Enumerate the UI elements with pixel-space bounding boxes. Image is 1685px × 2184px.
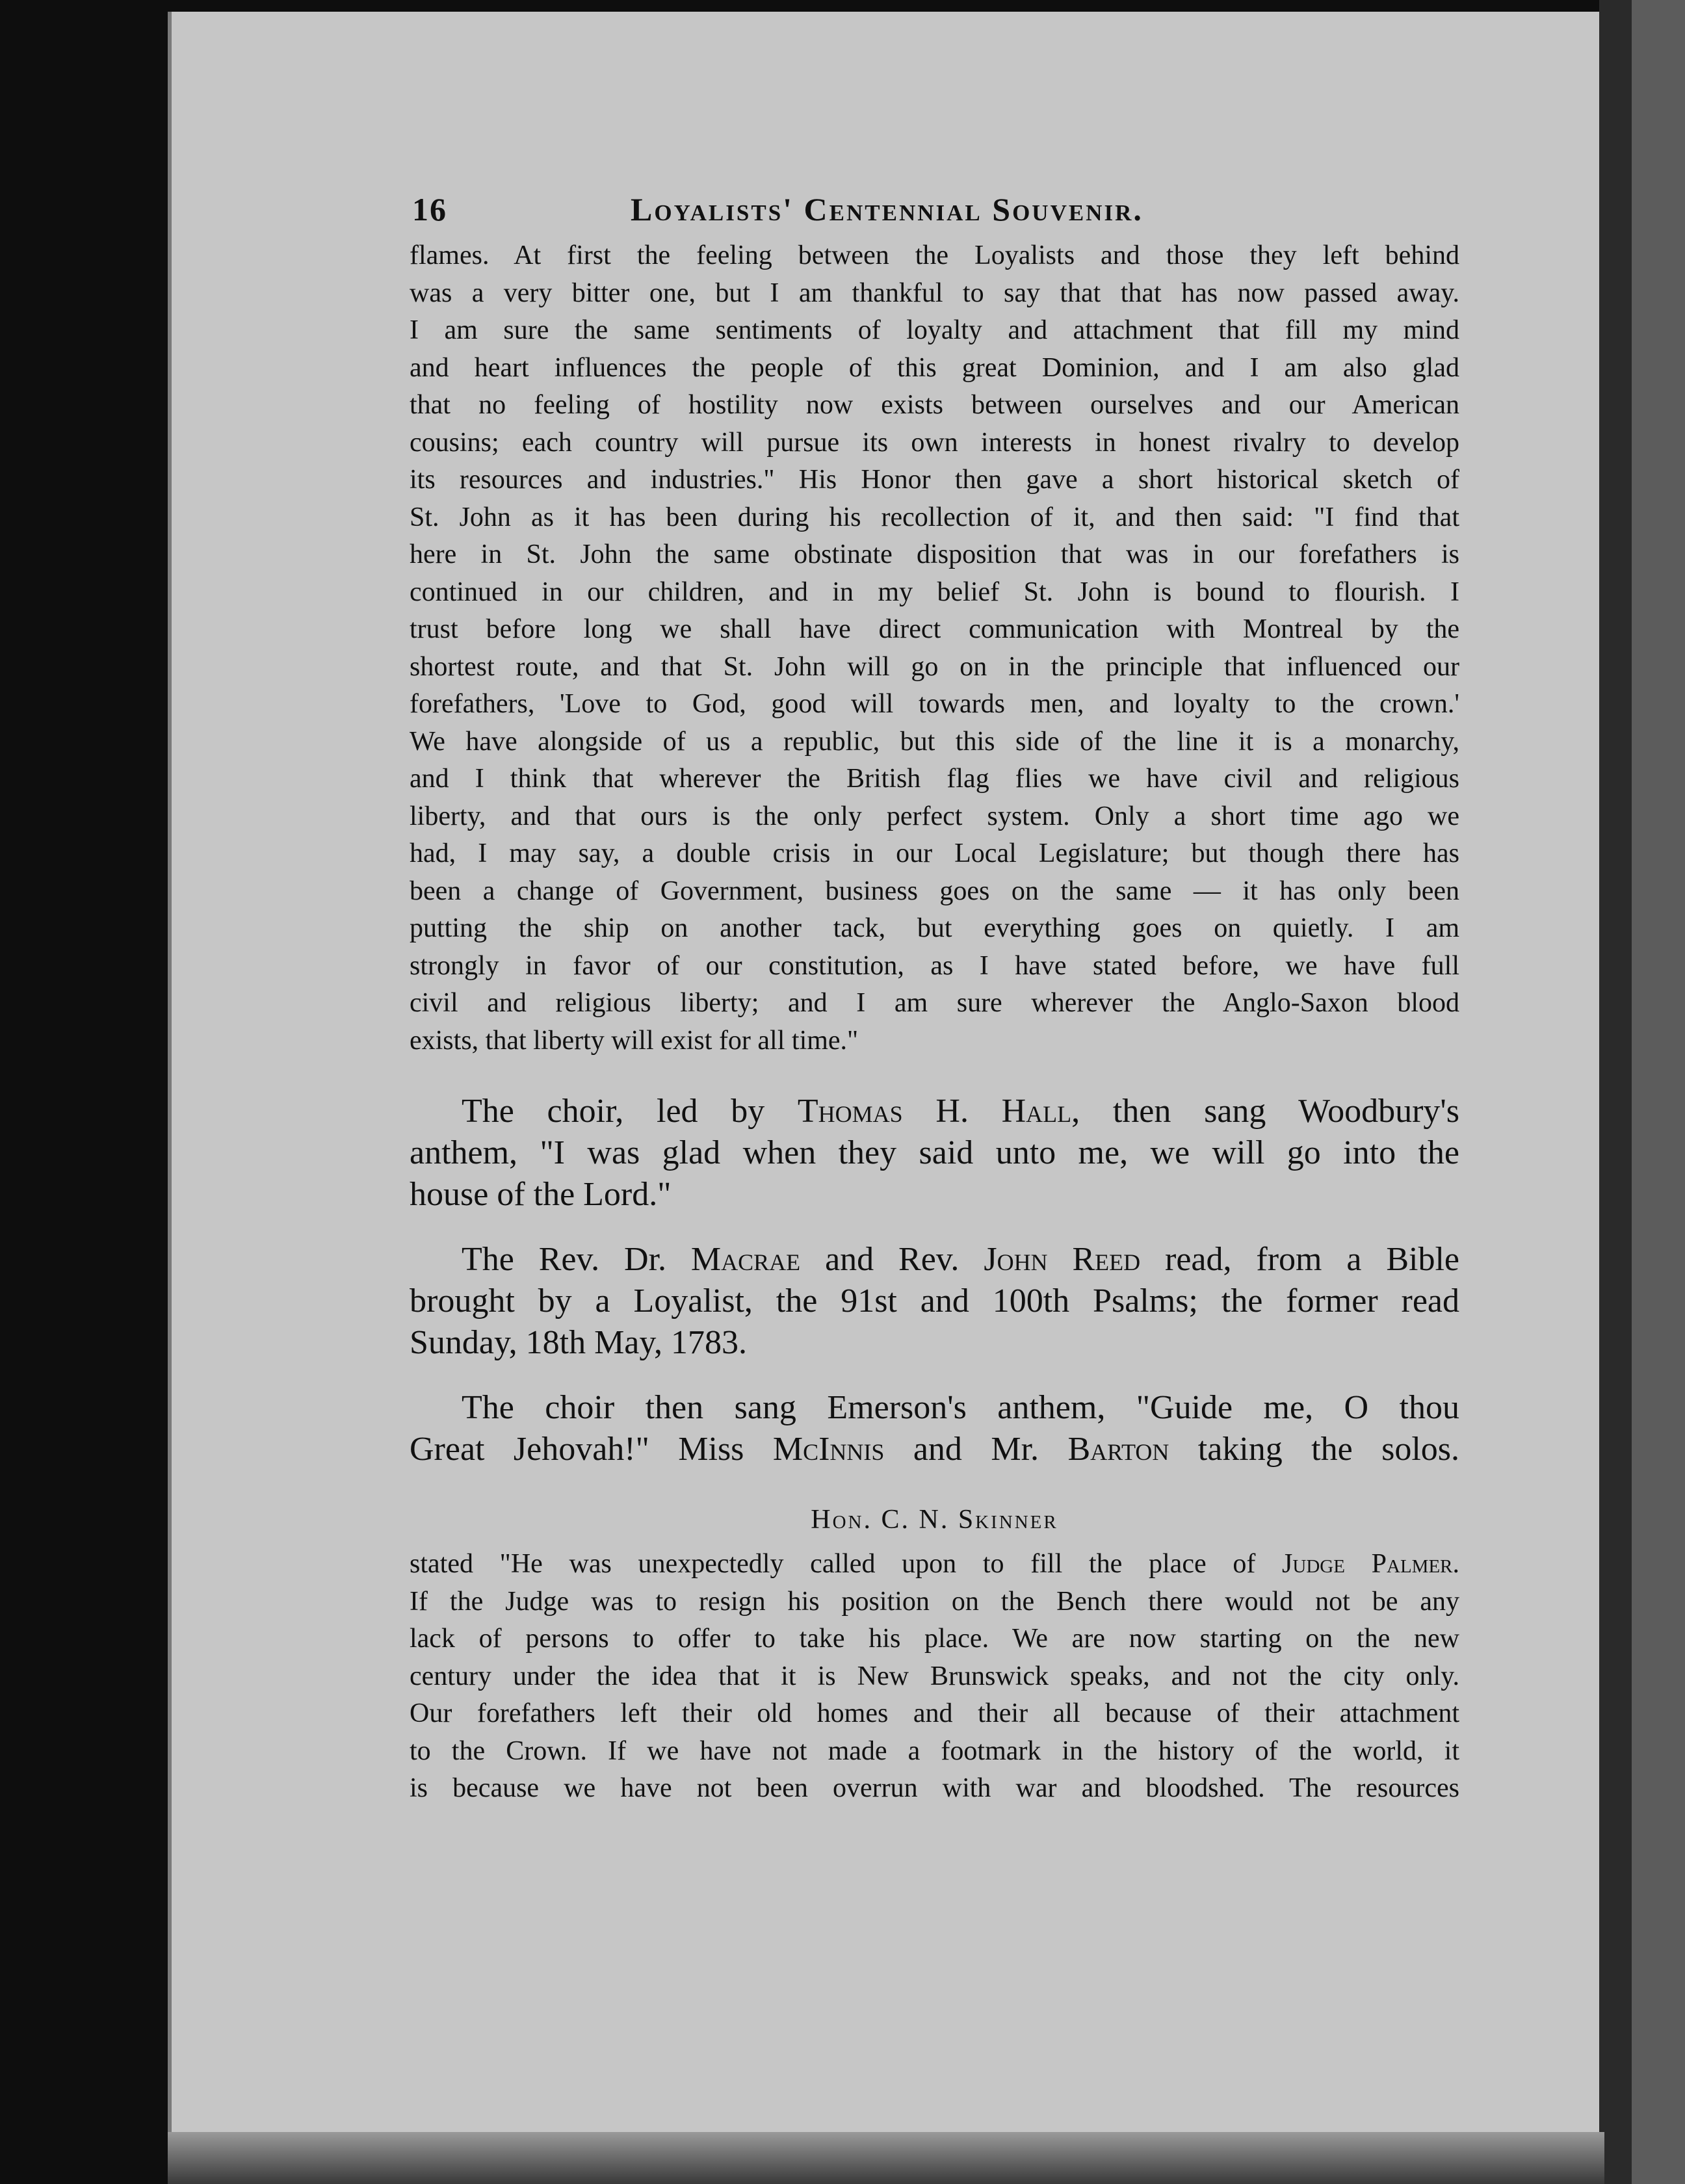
reading-paragraph	[410, 1239, 1459, 1364]
text-span: taking the solos.	[1169, 1431, 1460, 1468]
text-line: house of the Lord."	[410, 1176, 672, 1213]
person-name: John Reed	[984, 1241, 1141, 1278]
text-span: , then sang Woodbury's	[1071, 1093, 1459, 1130]
text-line: continued in our children, and in my belief St. John is bound to flourish. I	[410, 577, 1459, 607]
text-line: flames. At first the feeling between the Loyalists and those they left behind	[410, 240, 1459, 270]
text-line: is because we have not been overrun with war and bloodshed. The resources	[410, 1773, 1459, 1803]
page-bottom-shadow	[168, 2132, 1604, 2184]
text-line: brought by a Loyalist, the 91st and 100th Psalms; the former read	[410, 1282, 1459, 1320]
text-line: The choir then sang Emerson's anthem, "Guide me, O thou	[462, 1389, 1459, 1426]
text-line: had, I may say, a double crisis in our Local Legislature; but though there has	[410, 838, 1459, 868]
text-line: St. John as it has been during his recollection of it, and then said: "I find that	[410, 502, 1459, 532]
person-name: Macrae	[690, 1241, 801, 1278]
text-line: been a change of Government, business goes on the same — it has only been	[410, 876, 1459, 906]
text-line: cousins; each country will pursue its own interests in honest rivalry to develop	[410, 427, 1459, 458]
text-line: that no feeling of hostility now exists between ourselves and our American	[410, 390, 1459, 420]
binding-shadow	[1599, 0, 1632, 2184]
text-line: We have alongside of us a republic, but this side of the line it is a monarchy,	[410, 726, 1459, 757]
text-line: Our forefathers left their old homes and their all because of their attachment	[410, 1698, 1459, 1728]
page-header	[410, 185, 1459, 237]
text-line	[410, 1429, 1459, 1470]
text-span: The Rev. Dr.	[462, 1241, 691, 1278]
text-span: Great Jehovah!" Miss	[410, 1431, 773, 1468]
running-title: Loyalists' Centennial Souvenir.	[631, 191, 1143, 228]
text-line: and I think that wherever the British flag flies we have civil and religious	[410, 764, 1459, 794]
text-line: forefathers, 'Love to God, good will towards men, and loyalty to the crown.'	[410, 689, 1459, 719]
text-line: If the Judge was to resign his position on the Bench there would not be any	[410, 1586, 1459, 1617]
text-line: its resources and industries." His Honor then gave a short historical sketch of	[410, 465, 1459, 495]
text-line	[410, 1546, 1459, 1583]
person-name: McInnis	[772, 1431, 885, 1468]
text-line: anthem, "I was glad when they said unto me, we will go into the	[410, 1134, 1459, 1171]
text-line	[410, 1239, 1459, 1280]
text-line: shortest route, and that St. John will go on in the principle that influenced our	[410, 651, 1459, 682]
text-line: to the Crown. If we have not made a footmark in the history of the world, it	[410, 1736, 1459, 1766]
text-line: I am sure the same sentiments of loyalty and attachment that fill my mind	[410, 315, 1459, 345]
text-span: stated "He was unexpectedly called upon to fill the place of	[410, 1549, 1283, 1579]
text-line: putting the ship on another tack, but everything goes on quietly. I am	[410, 913, 1459, 943]
text-line: was a very bitter one, but I am thankful to say that that has now passed away.	[410, 278, 1459, 308]
text-line: and heart influences the people of this great Dominion, and I am also glad	[410, 352, 1459, 383]
person-name: Barton	[1067, 1431, 1169, 1468]
section-heading: Hon. C. N. Skinner	[811, 1505, 1058, 1535]
facing-page-edge	[1632, 0, 1685, 2184]
text-line: trust before long we shall have direct communication with Montreal by the	[410, 614, 1459, 644]
page-number: 16	[412, 191, 447, 228]
person-name: Judge Palmer	[1282, 1549, 1453, 1579]
text-line: liberty, and that ours is the only perfect system. Only a short time ago we	[410, 801, 1459, 831]
text-line: exists, that liberty will exist for all time."	[410, 1025, 859, 1056]
text-line: century under the idea that it is New Brunswick speaks, and not the city only.	[410, 1661, 1459, 1691]
text-line: here in St. John the same obstinate disposition that was in our forefathers is	[410, 540, 1459, 569]
text-line	[410, 1091, 1459, 1132]
text-span: .	[1452, 1549, 1459, 1579]
text-line: strongly in favor of our constitution, as I have stated before, we have full	[410, 950, 1459, 981]
skinner-block	[410, 1546, 1459, 1808]
text-line: civil and religious liberty; and I am sure wherever the Anglo-Saxon blood	[410, 988, 1459, 1018]
page-content	[410, 185, 1459, 1808]
text-span: The choir, led by	[462, 1093, 798, 1130]
text-span: read, from a Bible	[1140, 1241, 1459, 1278]
text-span: and Rev.	[800, 1241, 984, 1278]
text-line: Sunday, 18th May, 1783.	[410, 1324, 748, 1361]
text-span: and Mr.	[884, 1431, 1068, 1468]
text-line: lack of persons to offer to take his place. We are now starting on the new	[410, 1624, 1459, 1654]
choir-paragraph	[410, 1091, 1459, 1216]
person-name: Thomas H. Hall	[797, 1093, 1072, 1130]
speech-block	[410, 237, 1459, 1060]
anthem-paragraph	[410, 1387, 1459, 1470]
